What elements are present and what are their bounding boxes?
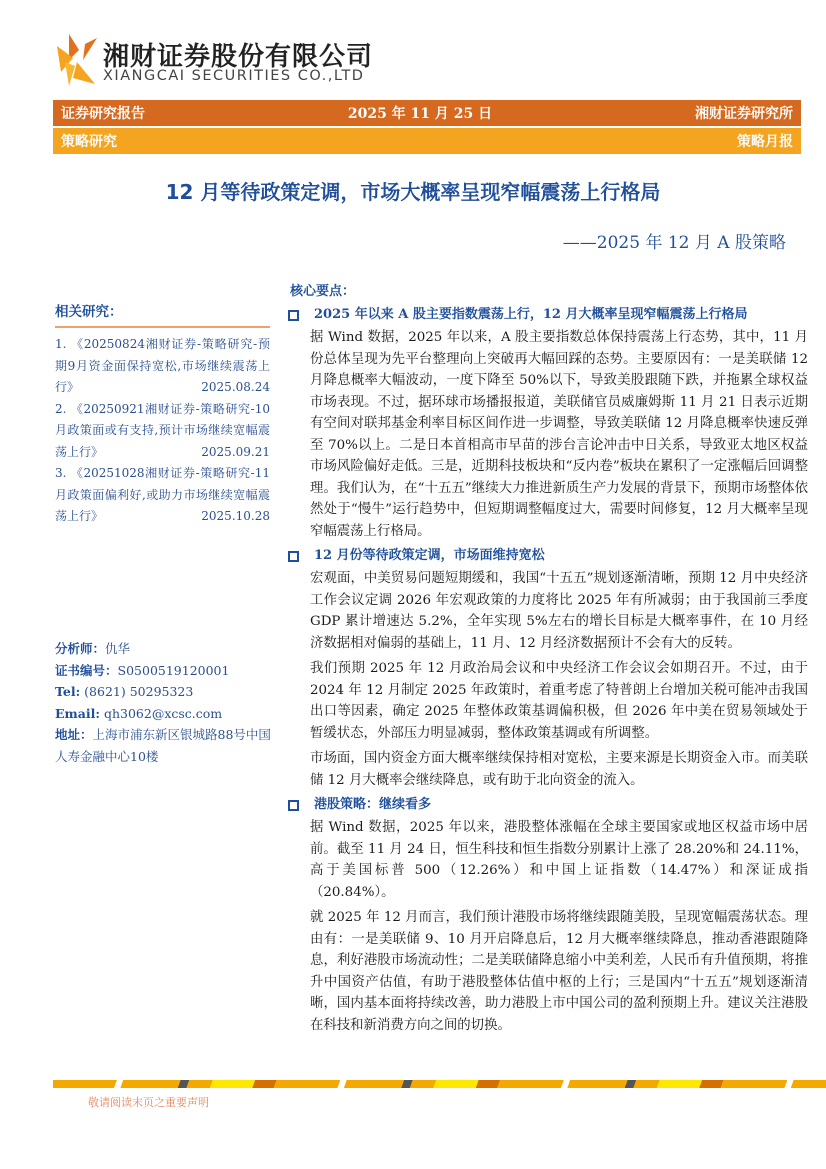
company-logo: [55, 32, 385, 88]
paragraph: 宏观面，中美贸易问题短期缓和，我国“十五五”规划逐渐清晰，预期 12 月中央经济工作会议定调 2026 年宏观政策的力度将比 2025 年有所减弱；由于我国前三季度 GDP 累计增速达 5.2%，全年实现 5%左右的增长目标是大概率事件，在 10 月经济数据相对偏弱的基础上，11 月、12 月经济数据预计不会有大的反转。: [310, 571, 808, 651]
address: 上海市浦东新区银城路88号中国人寿金融中心10楼: [55, 727, 271, 764]
checkbox-bullet-icon: [288, 310, 299, 321]
logo-mark-icon: [55, 32, 99, 88]
checkbox-bullet-icon: [288, 551, 299, 562]
report-title: 12 月等待政策定调，市场大概率呈现窄幅震荡上行格局: [165, 180, 661, 204]
tel: (8621) 50295323: [84, 684, 194, 699]
core-points: [288, 280, 808, 1040]
paragraph: 据 Wind 数据，2025 年以来，A 股主要指数总体保持震荡上行态势，其中，11 月份总体呈现为先平台整理向上突破再大幅回踩的态势。主要原因有：一是美联储 12 月降息概率大幅波动，一度下降至 50%以下，导致美股跟随下跌，并拖累全球权益市场表现。不过，据环球市场播报报道，美联储官员威廉姆斯 11 月 21 日表示近期有空间对联邦基金利率目标区间作进一步调整，导致美联储 12 月降息概率快速反弹至 70%以上。二是日本首相高市早苗的涉台言论冲击中日关系，导致亚太地区权益市场风险偏好走低。三是，近期科技板块和“反内卷”板块在累积了一定涨幅后回调整理。我们认为，在“十五五”继续大力推进新质生产力发展的背景下，预期市场整体依然处于“慢牛”运行趋势中，但短期调整幅度过大，需要时间修复，12 月大概率呈现窄幅震荡上行格局。: [310, 330, 808, 539]
company-name-en: XIANGCAI SECURITIES CO.,LTD: [103, 68, 365, 84]
category: 策略研究: [61, 134, 117, 150]
report-kind: 策略月报: [737, 134, 793, 150]
related-heading: 相关研究：: [55, 300, 270, 328]
email-link[interactable]: qh3062@xcsc.com: [103, 705, 223, 721]
section-heading: 12 月份等待政策定调，市场面维持宽松: [288, 546, 808, 566]
report-info-bar: [53, 100, 801, 126]
core-heading: 核心要点：: [290, 284, 356, 299]
section-heading: 港股策略：继续看多: [288, 795, 808, 815]
paragraph: 就 2025 年 12 月而言，我们预计港股市场将继续跟随美股，呈现宽幅震荡状态。理由有：一是美联储 9、10 月开启降息后，12 月大概率继续降息，推动香港跟随降息，利好港股市场流动性；二是美联储降息缩小中美利差，人民币有升值预期，将推升中国资产估值，有助于港股整体估值中枢的上行；三是国内“十五五”规划逐渐清晰，国内基本面将持续改善，助力港股上市中国公司的盈利预期上升。建议关注港股在科技和新消费方向之间的切换。: [310, 910, 808, 1033]
related-item[interactable]: 2. 《20250921湘财证券-策略研究-10月政策面或有支持,预计市场继续宽幅震荡上行》 2025.09.21: [55, 401, 270, 459]
cert-number: S0500519120001: [117, 662, 230, 678]
footer-stripe: [53, 1080, 826, 1088]
footer-disclaimer: 敬请阅读末页之重要声明: [88, 1096, 209, 1109]
company-name-cn: 湘财证券股份有限公司: [103, 42, 374, 72]
checkbox-bullet-icon: [288, 800, 299, 811]
related-item[interactable]: 3. 《20251028湘财证券-策略研究-11月政策面偏利好,或助力市场继续宽幅震荡上行》 2025.10.28: [55, 466, 270, 523]
institute: 湘财证券研究所: [695, 106, 793, 122]
paragraph: 市场面，国内资金方面大概率继续保持相对宽松，主要来源是长期资金入市。而美联储 12 月大概率会继续降息，或有助于北向资金的流入。: [310, 751, 808, 788]
report-date: 2025 年 11 月 25 日: [347, 106, 493, 122]
analyst-name: 仇华: [105, 641, 131, 656]
paragraph: 我们预期 2025 年 12 月政治局会议和中央经济工作会议会如期召开。不过，由于 2024 年 12 月制定 2025 年政策时，着重考虑了特普朗上台增加关税可能冲击我国出口等因素，确定 2025 年整体政策基调偏积极，但 2026 年中美在贸易领域处于暂缓状态，外部压力明显减弱，整体政策基调或有所调整。: [310, 661, 808, 741]
related-research: [55, 300, 270, 528]
report-type: 证券研究报告: [61, 106, 145, 122]
category-bar: [53, 128, 801, 154]
section-heading: 2025 年以来 A 股主要指数震荡上行，12 月大概率呈现窄幅震荡上行格局: [288, 305, 808, 325]
report-subtitle: ——2025 年 12 月 A 股策略: [562, 233, 786, 253]
paragraph: 据 Wind 数据，2025 年以来，港股整体涨幅在全球主要国家或地区权益市场中居前。截至 11 月 24 日，恒生科技和恒生指数分别累计上涨了 28.20%和 24.11%，高于美国标普 500（12.26%）和中国上证指数（14.47%）和深证成指（20.84%）。: [310, 820, 808, 900]
analyst-info: 分析师：仇华 证书编号：S0500519120001 Tel: (8621) 50295323 Email: qh3062@xcsc.com 地址：上海市浦东新区银城路88号中国人寿金融中心10楼: [55, 641, 271, 764]
related-item[interactable]: 1. 《20250824湘财证券-策略研究-预期9月资金面保持宽松,市场继续震荡上行》 2025.08.24: [55, 337, 270, 394]
